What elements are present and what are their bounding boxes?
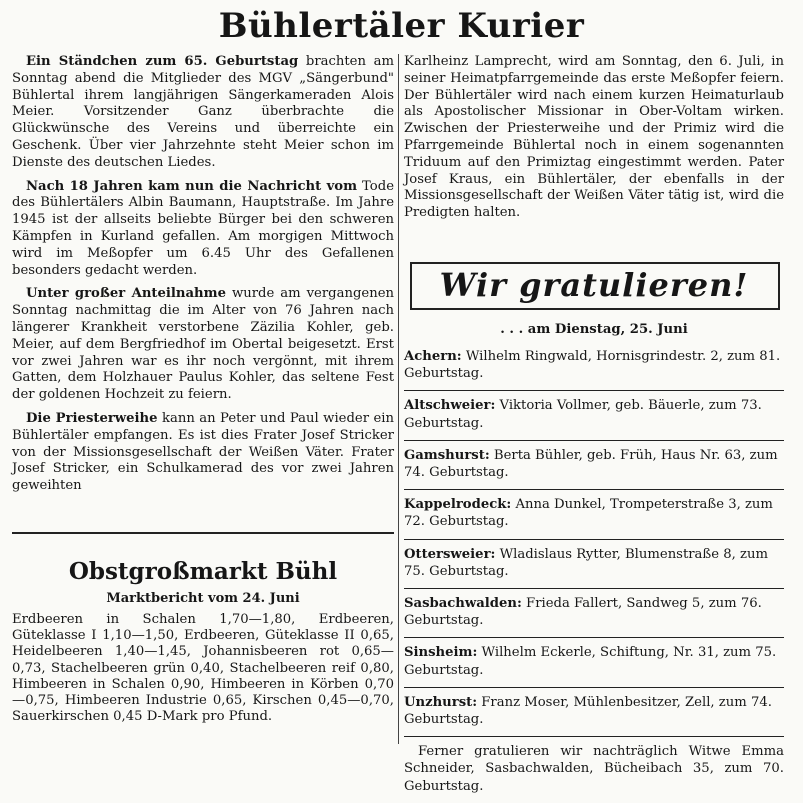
list-item (404, 595, 784, 629)
divider (404, 588, 784, 589)
entry-text: Franz Moser, Mühlenbesitzer, Zell, zum 74. Geburtstag. (404, 694, 772, 728)
divider (404, 440, 784, 441)
left-column (12, 54, 394, 502)
list-item (404, 694, 784, 728)
entry-place: Sasbachwalden: (404, 596, 522, 612)
masthead: Bühlertäler Kurier (218, 6, 585, 46)
list-item (404, 397, 784, 431)
list-item (404, 348, 784, 382)
paragraph-text: brachten am Sonntag abend die Mitglieder des MGV „Sängerbund" Bühlertal ihrem langjährigen Sängerkameraden Alois Meier. Vorsitzender Ganz überbrachte die Glückwünsche des Vereins und überreichte ein Geschenk. Über vier Jahrzehnte steht Meier schon im Dienste des deutschen Liedes. (12, 54, 394, 170)
paragraph-lead: Die Priesterweihe (26, 410, 158, 426)
article-paragraph (12, 54, 394, 172)
divider (404, 489, 784, 490)
paragraph-text: Tode des Bühlertälers Albin Baumann, Hauptstraße. Im Jahre 1945 ist der allseits beliebte Bürger bei den schweren Kämpfen in Kurland gefallen. Am morgigen Mittwoch wird im Meßopfer um 6.45 Uhr des Gefallenen besonders gedacht werden. (12, 178, 394, 278)
entry-text: Viktoria Vollmer, geb. Bäuerle, zum 73. Geburtstag. (404, 398, 762, 431)
entry-text: Frieda Fallert, Sandweg 5, zum 76. Geburtstag. (404, 596, 762, 629)
entry-place: Sinsheim: (404, 645, 478, 661)
paragraph-text: kann an Peter und Paul wieder ein Bühlertäler empfangen. Es ist dies Frater Josef Stricker von der Missionsgesellschaft der Weißen Väter. Frater Josef Stricker, ein Schulkamerad des vor zwei Jahren geweihten (12, 410, 394, 494)
entry-text: Anna Dunkel, Trompeterstraße 3, zum 72. Geburtstag. (404, 497, 773, 530)
list-item (404, 496, 784, 530)
congrats-heading: Wir gratulieren! (439, 266, 749, 304)
entry-text: Wilhelm Eckerle, Schiftung, Nr. 31, zum 75. Geburtstag. (404, 645, 777, 678)
entry-text: Wilhelm Ringwald, Hornisgrindestr. 2, zum 81. Geburtstag. (404, 349, 781, 382)
divider (404, 687, 784, 688)
article-paragraph (12, 411, 394, 495)
entry-place: Unzhurst: (404, 694, 478, 710)
paragraph-lead: Unter großer Anteilnahme (26, 286, 226, 302)
paragraph-text: wurde am vergangenen Sonntag nachmittag die im Alter von 76 Jahren nach längerer Krankheit verstorbene Zäzilia Kohler, geb. Meier, auf dem Bergfriedhof im Obertal beigesetzt. Erst vor zwei Jahren war es ihr noch vergönnt, mit ihrem Gatten, dem Holzhauer Paulus Kohler, das seltene Fest der goldenen Hochzeit zu feiern. (12, 286, 394, 403)
market-report-title: Obstgroßmarkt Bühl (68, 558, 338, 585)
right-column (404, 54, 784, 229)
list-item (404, 447, 784, 481)
congrats-rule (410, 308, 780, 310)
list-item (404, 546, 784, 580)
article-paragraph (12, 179, 394, 280)
market-report-body: Erdbeeren in Schalen 1,70—1,80, Erdbeeren, Güteklasse I 1,10—1,50, Erdbeeren, Güteklasse II 0,65, Heidelbeeren 1,40—1,45, Johannisbeeren rot 0,65—0,73, Stachelbeeren grün 0,40, Stachelbeeren reif 0,80, Himbeeren in Schalen 0,90, Himbeeren in Körben 0,70—0,75, Himbeeren Industrie 0,65, Kirschen 0,45—0,70, Sauerkirschen 0,45 D-Mark pro Pfund. (12, 612, 394, 725)
market-report-subtitle: Marktbericht vom 24. Juni (106, 591, 300, 606)
entry-place: Gamshurst: (404, 447, 490, 463)
market-report-box (12, 532, 394, 752)
congrats-date: . . . am Dienstag, 25. Juni (500, 322, 688, 337)
list-item (404, 644, 784, 678)
entry-text: Wladislaus Rytter, Blumenstraße 8, zum 75. Geburtstag. (404, 546, 768, 579)
divider (404, 637, 784, 638)
congrats-list (404, 348, 784, 803)
article-paragraph (12, 286, 394, 404)
paragraph-lead: Nach 18 Jahren kam nun die Nachricht vom (26, 178, 358, 194)
divider (404, 736, 784, 737)
entry-place: Altschweier: (404, 398, 496, 414)
entry-place: Ottersweier: (404, 546, 496, 562)
divider (404, 390, 784, 391)
entry-text: Berta Bühler, geb. Früh, Haus Nr. 63, zum 74. Geburtstag. (404, 447, 778, 481)
entry-place: Achern: (404, 349, 462, 364)
column-divider (398, 54, 399, 744)
divider (404, 539, 784, 540)
paragraph-lead: Ein Ständchen zum 65. Geburtstag (26, 54, 299, 69)
congrats-closing: Ferner gratulieren wir nachträglich Witwe Emma Schneider, Sasbachwalden, Bücheibach 35, zum 70. Geburtstag. (404, 744, 784, 794)
article-continuation: Karlheinz Lamprecht, wird am Sonntag, den 6. Juli, in seiner Heimatpfarrgemeinde das erste Meßopfer feiern. Der Bühlertäler wird nach einem kurzen Heimaturlaub als Apostolischer Missionar in Ober-Voltam wirken. Zwischen der Priesterweihe und der Primiz wird die Pfarrgemeinde Bühlertal noch in einem sogenannten Triduum auf den Primiztag eingestimmt werden. Pater Josef Kraus, ein Bühlertäler, der ebenfalls in der Missionsgesellschaft der Weißen Väter tätig ist, wird die Predigten halten. (404, 54, 784, 221)
entry-place: Kappelrodeck: (404, 497, 512, 513)
